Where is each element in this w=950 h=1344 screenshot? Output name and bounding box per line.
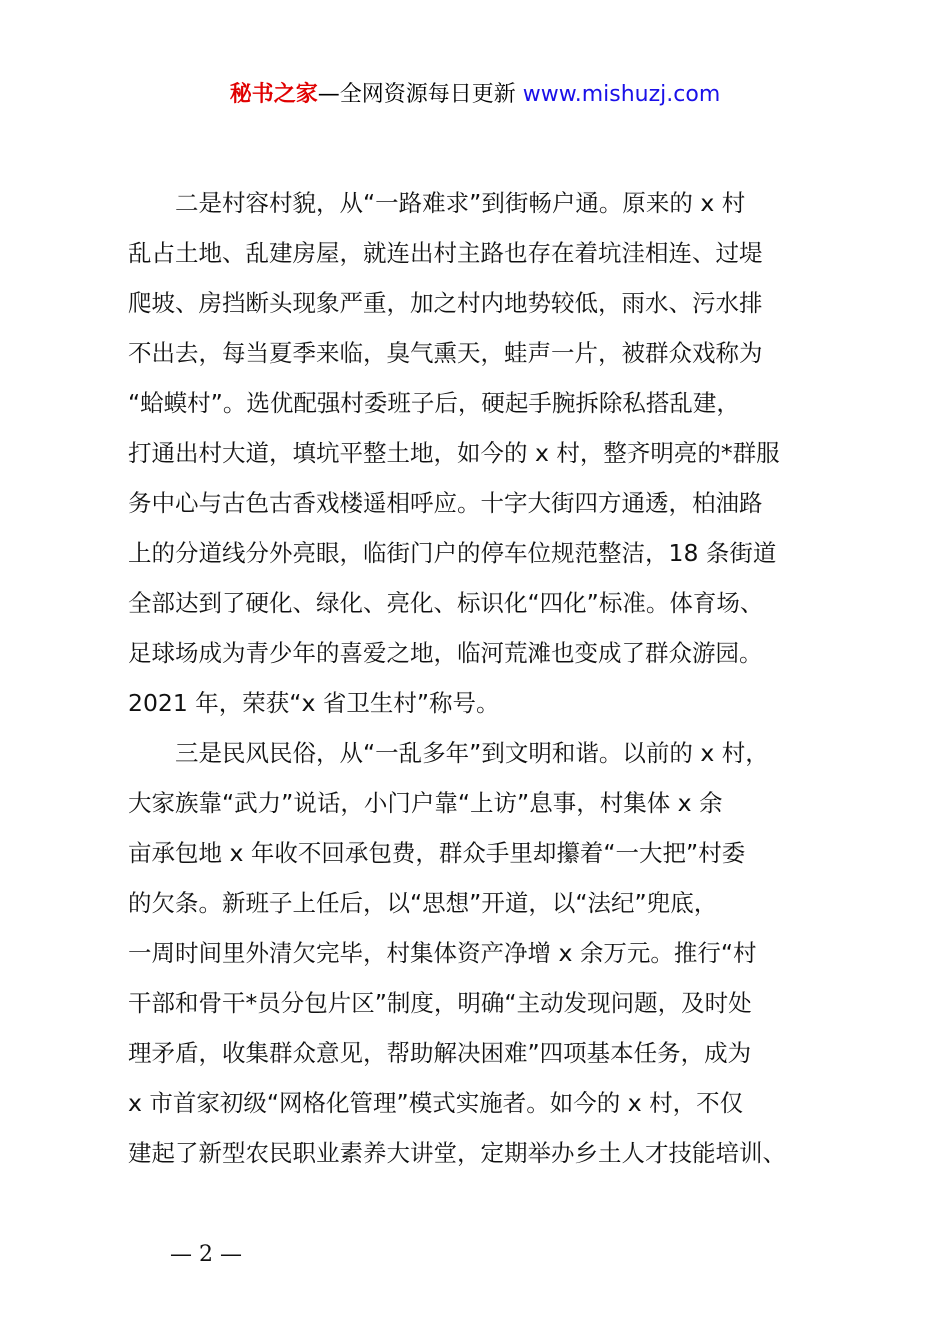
paragraph-line: 的欠条。新班子上任后，以“思想”开道，以“法纪”兜底， <box>128 889 718 917</box>
paragraph-line: 一周时间里外清欠完毕，村集体资产净增 x 余万元。推行“村 <box>128 939 757 967</box>
paragraph-line: 亩承包地 x 年收不回承包费，群众手里却攥着“一大把”村委 <box>128 839 746 867</box>
paragraph-line: 2021 年，荣获“x 省卫生村”称号。 <box>128 689 500 717</box>
paragraph-line: 干部和骨干*员分包片区”制度，明确“主动发现问题，及时处 <box>128 989 752 1017</box>
paragraph-line: 大家族靠“武力”说话，小门户靠“上访”息事，村集体 x 余 <box>128 789 723 817</box>
paragraph-line: 爬坡、房挡断头现象严重，加之村内地势较低，雨水、污水排 <box>128 289 763 317</box>
paragraph-line: 三是民风民俗，从“一乱多年”到文明和谐。以前的 x 村， <box>175 739 769 767</box>
paragraph-line: 上的分道线分外亮眼，临街门户的停车位规范整洁，18 条街道 <box>128 539 777 567</box>
paragraph-line: 理矛盾，收集群众意见，帮助解决困难”四项基本任务，成为 <box>128 1039 752 1067</box>
site-header <box>0 80 950 110</box>
paragraph-line: 足球场成为青少年的喜爱之地，临河荒滩也变成了群众游园。 <box>128 639 763 667</box>
page-number: — 2 — <box>170 1242 242 1267</box>
document-body <box>128 178 858 1178</box>
site-url-link[interactable]: www.mishuzj.com <box>522 82 721 107</box>
paragraph-line: 乱占土地、乱建房屋，就连出村主路也存在着坑洼相连、过堤 <box>128 239 763 267</box>
paragraph-line: 二是村容村貌，从“一路难求”到街畅户通。原来的 x 村 <box>175 189 746 217</box>
site-brand: 秘书之家 <box>229 82 318 107</box>
paragraph-line: 不出去，每当夏季来临，臭气熏天，蛙声一片，被群众戏称为 <box>128 339 763 367</box>
paragraph-line: x 市首家初级“网格化管理”模式实施者。如今的 x 村，不仅 <box>128 1089 744 1117</box>
site-tagline: —全网资源每日更新 <box>317 82 516 107</box>
paragraph-line: “蛤蟆村”。选优配强村委班子后，硬起手腕拆除私搭乱建， <box>128 389 740 417</box>
paragraph-line: 打通出村大道，填坑平整土地，如今的 x 村，整齐明亮的*群服 <box>128 439 780 467</box>
paragraph-line: 全部达到了硬化、绿化、亮化、标识化“四化”标准。体育场、 <box>128 589 764 617</box>
paragraph-line: 务中心与古色古香戏楼遥相呼应。十字大街四方通透，柏油路 <box>128 489 763 517</box>
paragraph-line: 建起了新型农民职业素养大讲堂，定期举办乡土人才技能培训、 <box>128 1139 786 1167</box>
